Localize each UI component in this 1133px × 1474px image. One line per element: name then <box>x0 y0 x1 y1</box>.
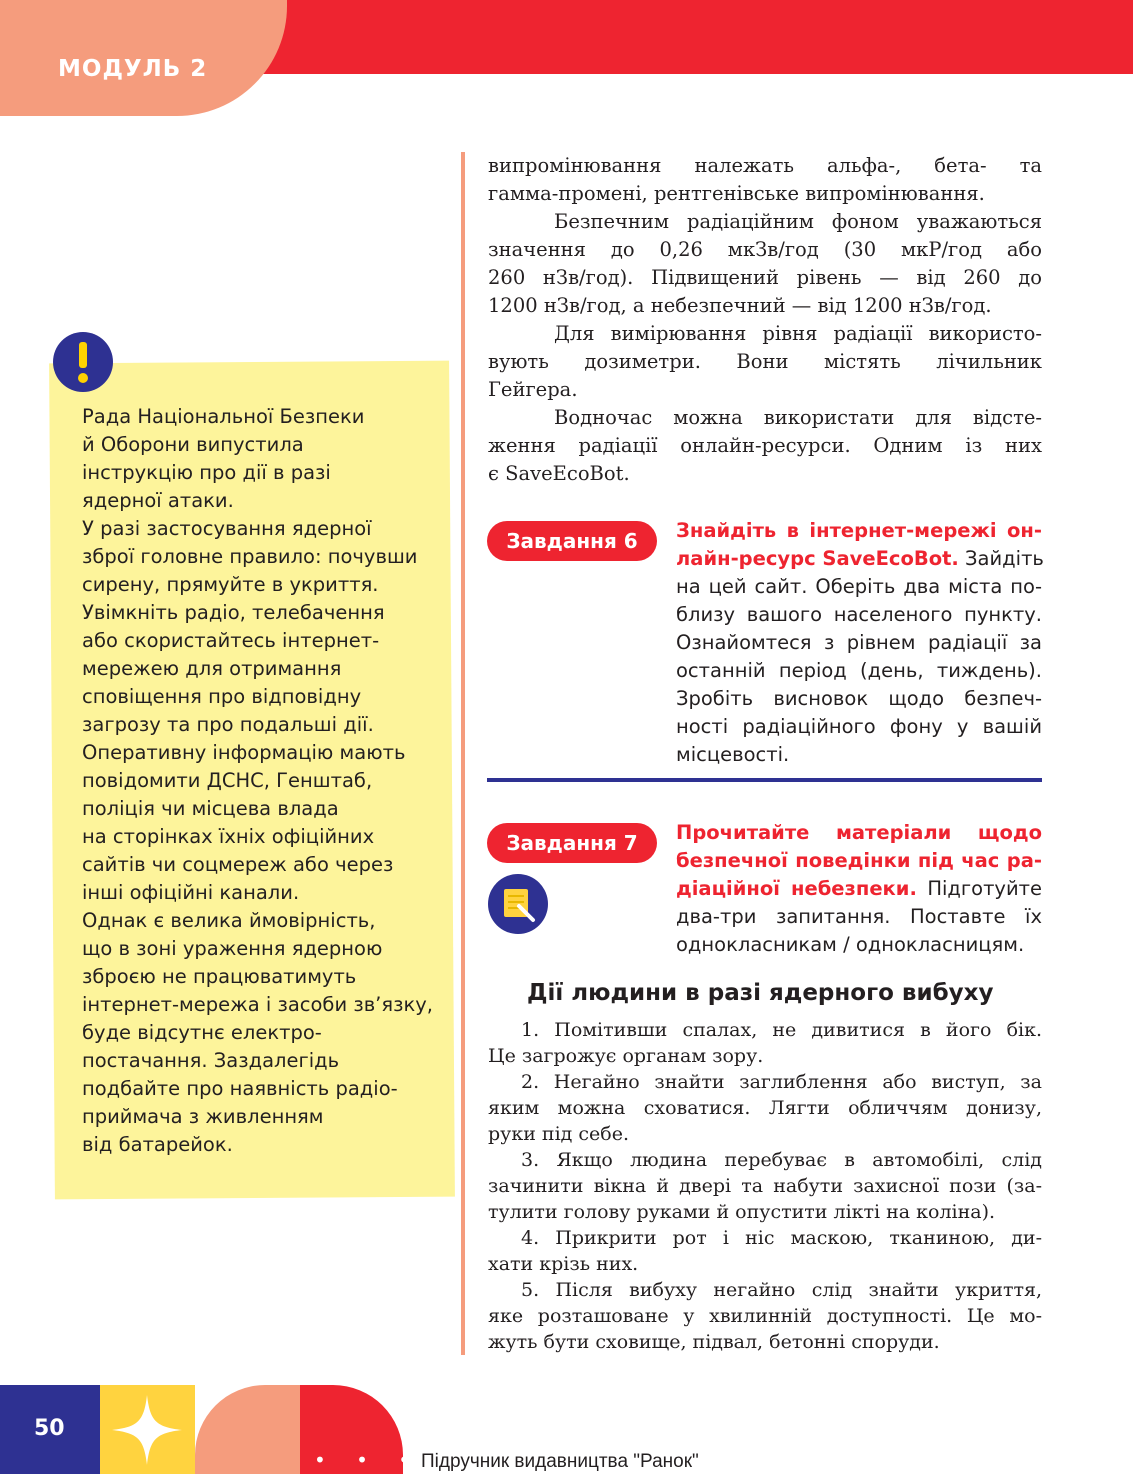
task-line: на цей сайт. Оберіть два міста по- <box>676 575 1042 598</box>
text-line: Водночас можна використати для відсте- <box>554 406 1042 429</box>
note-line: буде відсутнє електро- <box>82 1021 322 1044</box>
note-line: інтернет-мережа і засоби зв’язку, <box>82 993 433 1016</box>
note-line: Увімкніть радіо, телебачення <box>82 601 385 624</box>
note-line: постачання. Заздалегідь <box>82 1049 340 1072</box>
text-line: гамма-промені, рентгенівське випромінювання. <box>488 182 985 205</box>
note-line: що в зоні ураження ядерною <box>82 937 383 960</box>
notepad-pencil-icon <box>488 874 548 934</box>
text-line: 1200 нЗв/год, а небезпечний — від 1200 нЗв/год. <box>488 294 992 317</box>
note-line: ядерної атаки. <box>82 489 234 512</box>
text-line: ження радіації онлайн-ресурси. Одним із них <box>488 434 1042 457</box>
main-text <box>488 152 1042 488</box>
column-divider <box>461 152 465 1355</box>
note-line: й Оборони випустила <box>82 433 304 456</box>
task-text: Підготуйте <box>916 877 1042 900</box>
task6-badge: Завдання 6 <box>487 521 657 561</box>
note-line: зброї головне правило: почувши <box>82 545 418 568</box>
task-line: близу вашого населеного пункту. <box>676 603 1042 626</box>
task-line: Зробіть висновок щодо безпеч- <box>676 687 1042 710</box>
list-line: руки під себе. <box>488 1123 630 1145</box>
task-text: Зайдіть <box>958 547 1044 570</box>
list-line: 2. Негайно знайти заглиблення або виступ, за <box>521 1071 1042 1093</box>
task-line: останній період (день, тиждень). <box>676 659 1042 682</box>
star-icon <box>110 1393 184 1467</box>
note-line: на сторінках їхніх офіційних <box>82 825 375 848</box>
list-line: хати крізь них. <box>488 1253 639 1275</box>
note-line: приймача з живленням <box>82 1105 324 1128</box>
text-line: Безпечним радіаційним фоном уважаються <box>554 210 1042 233</box>
list-line: зачинити вікна й двері та набути захисної пози (за- <box>488 1175 1042 1197</box>
note-line: інструкцію про дії в разі <box>82 461 331 484</box>
text-line: випромінювання належать альфа-, бета- та <box>488 154 1042 177</box>
module-label: МОДУЛЬ 2 <box>58 56 208 82</box>
note-line: загрозу та про подальші дії. <box>82 713 374 736</box>
note-line: зброєю не працюватимуть <box>82 965 357 988</box>
note-text <box>82 403 442 1159</box>
list-line: 5. Після вибуху негайно слід знайти укриття, <box>521 1279 1042 1301</box>
list-line: яким можна сховатися. Лягти обличчям донизу, <box>488 1097 1042 1119</box>
section-heading: Дії людини в разі ядерного вибуху <box>527 980 994 1006</box>
page-number: 50 <box>34 1416 65 1441</box>
task-line: однокласникам / однокласницям. <box>676 933 1025 956</box>
note-line: У разі застосування ядерної <box>82 517 372 540</box>
list-line: 1. Помітивши спалах, не дивитися в його бік. <box>521 1019 1042 1041</box>
footer-dots: • • • • <box>314 1448 465 1472</box>
list-line: яке розташоване у хвилинній доступності. Це мо- <box>488 1305 1042 1327</box>
task-emphasis: діаційної небезпеки. <box>676 877 917 900</box>
task-line: Прочитайте матеріали щодо <box>676 821 1042 844</box>
note-line: сповіщення про відповідну <box>82 685 362 708</box>
note-line: мережею для отримання <box>82 657 342 680</box>
note-line: або скористайтесь інтернет- <box>82 629 380 652</box>
note-line: Однак є велика ймовірність, <box>82 909 376 932</box>
section-divider <box>487 778 1042 782</box>
note-line: інші офіційні канали. <box>82 881 300 904</box>
note-line: від батарейок. <box>82 1133 233 1156</box>
action-list <box>488 1017 1042 1355</box>
text-line: значення до 0,26 мкЗв/год (30 мкР/год або <box>488 238 1042 261</box>
footer-salmon-block <box>195 1385 300 1474</box>
task-line: безпечної поведінки під час ра- <box>676 849 1042 872</box>
exclamation-icon <box>53 332 113 392</box>
text-line: Для вимірювання рівня радіації використо- <box>554 322 1042 345</box>
task-line: Знайдіть в інтернет-мережі он- <box>676 519 1042 542</box>
note-line: сирену, прямуйте в укриття. <box>82 573 379 596</box>
list-line: 4. Прикрити рот і ніс маскою, тканиною, ди- <box>521 1227 1042 1249</box>
note-line: Рада Національної Безпеки <box>82 405 365 428</box>
task-line: Ознайомтеся з рівнем радіації за <box>676 631 1042 654</box>
publisher-credit: Підручник видавництва "Ранок" <box>421 1451 699 1472</box>
task-line: ності радіаційного фону у вашій <box>676 715 1042 738</box>
task-line: два-три запитання. Поставте їх <box>676 905 1042 928</box>
text-line: 260 нЗв/год). Підвищений рівень — від 260 до <box>488 266 1042 289</box>
task-line <box>676 875 1042 903</box>
task7-text <box>676 819 1042 959</box>
note-line: подбайте про наявність радіо- <box>82 1077 398 1100</box>
note-line: сайтів чи соцмереж або через <box>82 853 394 876</box>
list-line: тулити голову руками й опустити лікті на коліна). <box>488 1201 996 1223</box>
list-line: 3. Якщо людина перебуває в автомобілі, слід <box>521 1149 1042 1171</box>
task6-text <box>676 517 1042 769</box>
text-line: є SaveEcoBot. <box>488 462 630 485</box>
note-line: поліція чи місцева влада <box>82 797 339 820</box>
task7-badge: Завдання 7 <box>487 823 657 863</box>
text-line: Гейгера. <box>488 378 578 401</box>
list-line: жуть бути сховище, підвал, бетонні споруди. <box>488 1331 940 1353</box>
task-line <box>676 545 1042 573</box>
task-line: місцевості. <box>676 743 790 766</box>
text-line: вують дозиметри. Вони містять лічильник <box>488 350 1042 373</box>
task-emphasis: лайн-ресурс SaveEcoBot. <box>676 547 959 570</box>
list-line: Це загрожує органам зору. <box>488 1045 764 1067</box>
note-line: повідомити ДСНС, Генштаб, <box>82 769 373 792</box>
note-line: Оперативну інформацію мають <box>82 741 406 764</box>
